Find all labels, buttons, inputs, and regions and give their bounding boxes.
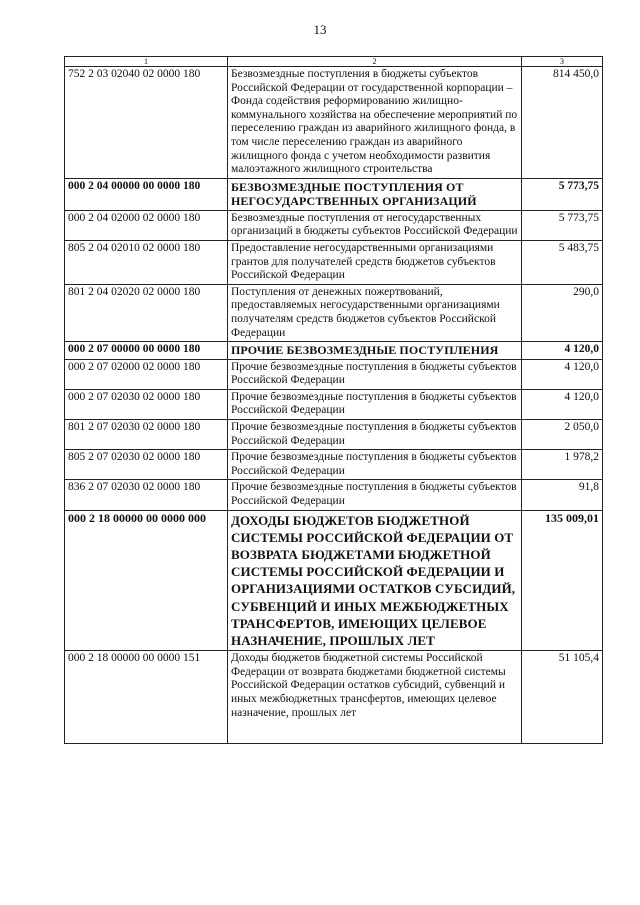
budget-code: 000 2 07 02030 02 0000 180	[65, 389, 228, 419]
budget-code: 000 2 07 00000 00 0000 180	[65, 342, 228, 360]
row-amount: 5 483,75	[522, 240, 603, 284]
budget-code: 805 2 04 02010 02 0000 180	[65, 240, 228, 284]
row-description: ПРОЧИЕ БЕЗВОЗМЕЗДНЫЕ ПОСТУПЛЕНИЯ	[228, 342, 522, 360]
table-row	[65, 419, 603, 449]
budget-code: 752 2 03 02040 02 0000 180	[65, 67, 228, 179]
table-row	[65, 67, 603, 179]
row-description: Безвозмездные поступления от негосударственных организаций в бюджеты субъектов Российской Федерации	[228, 210, 522, 240]
table-row	[65, 210, 603, 240]
row-description: Прочие безвозмездные поступления в бюджеты субъектов Российской Федерации	[228, 450, 522, 480]
header-col-1: 1	[65, 57, 228, 67]
row-amount: 4 120,0	[522, 389, 603, 419]
row-description: Прочие безвозмездные поступления в бюджеты субъектов Российской Федерации	[228, 359, 522, 389]
budget-code: 000 2 04 00000 00 0000 180	[65, 178, 228, 210]
row-amount: 135 009,01	[522, 510, 603, 651]
row-description: Прочие безвозмездные поступления в бюджеты субъектов Российской Федерации	[228, 389, 522, 419]
row-amount: 2 050,0	[522, 419, 603, 449]
row-amount: 290,0	[522, 284, 603, 341]
page-number: 13	[313, 22, 327, 37]
budget-code: 000 2 18 00000 00 0000 151	[65, 651, 228, 744]
row-amount: 4 120,0	[522, 359, 603, 389]
table-row	[65, 450, 603, 480]
row-description: Доходы бюджетов бюджетной системы Российской Федерации от возврата бюджетами бюджетной системы Российской Федерации остатков субсидий, субвенций и иных межбюджетных трансфертов, имеющих целевое назначение, прошлых лет	[228, 651, 522, 744]
budget-code: 836 2 07 02030 02 0000 180	[65, 480, 228, 510]
row-amount: 91,8	[522, 480, 603, 510]
table-row-section	[65, 342, 603, 360]
header-col-2: 2	[228, 57, 522, 67]
row-description: Безвозмездные поступления в бюджеты субъектов Российской Федерации от государственной корпорации – Фонда содействия реформированию жилищно-коммунального хозяйства на обеспечение мероприятий по переселению граждан из аварийного жилищного фонда, в том числе переселению граждан из аварийного жилищного фонда с учетом необходимости развития малоэтажного жилищного строительства	[228, 67, 522, 179]
row-amount: 5 773,75	[522, 178, 603, 210]
budget-code: 000 2 18 00000 00 0000 000	[65, 510, 228, 651]
header-col-3: 3	[522, 57, 603, 67]
row-amount: 1 978,2	[522, 450, 603, 480]
row-description: БЕЗВОЗМЕЗДНЫЕ ПОСТУПЛЕНИЯ ОТ НЕГОСУДАРСТВЕННЫХ ОРГАНИЗАЦИЙ	[228, 178, 522, 210]
row-description: Прочие безвозмездные поступления в бюджеты субъектов Российской Федерации	[228, 419, 522, 449]
row-description: Поступления от денежных пожертвований, предоставляемых негосударственными организациями получателям средств бюджетов субъектов Российской Федерации	[228, 284, 522, 341]
row-amount: 51 105,4	[522, 651, 603, 744]
budget-code: 000 2 07 02000 02 0000 180	[65, 359, 228, 389]
budget-code: 801 2 07 02030 02 0000 180	[65, 419, 228, 449]
budget-code: 805 2 07 02030 02 0000 180	[65, 450, 228, 480]
table-row	[65, 389, 603, 419]
row-amount: 814 450,0	[522, 67, 603, 179]
row-amount: 5 773,75	[522, 210, 603, 240]
table-header-row	[65, 57, 603, 67]
budget-code: 000 2 04 02000 02 0000 180	[65, 210, 228, 240]
revenue-table	[64, 56, 603, 744]
table-row	[65, 240, 603, 284]
row-description: Прочие безвозмездные поступления в бюджеты субъектов Российской Федерации	[228, 480, 522, 510]
table-row	[65, 359, 603, 389]
budget-code: 801 2 04 02020 02 0000 180	[65, 284, 228, 341]
row-description: ДОХОДЫ БЮДЖЕТОВ БЮДЖЕТНОЙ СИСТЕМЫ РОССИЙСКОЙ ФЕДЕРАЦИИ ОТ ВОЗВРАТА БЮДЖЕТАМИ БЮДЖЕТНОЙ СИСТЕМЫ РОССИЙСКОЙ ФЕДЕРАЦИИ И ОРГАНИЗАЦИЯМИ ОСТАТКОВ СУБСИДИЙ, СУБВЕНЦИЙ И ИНЫХ МЕЖБЮДЖЕТНЫХ ТРАНСФЕРТОВ, ИМЕЮЩИХ ЦЕЛЕВОЕ НАЗНАЧЕНИЕ, ПРОШЛЫХ ЛЕТ	[228, 510, 522, 651]
table-row-section	[65, 178, 603, 210]
table-row	[65, 480, 603, 510]
table-row-section	[65, 510, 603, 651]
row-amount: 4 120,0	[522, 342, 603, 360]
row-description: Предоставление негосударственными организациями грантов для получателей средств бюджетов субъектов Российской Федерации	[228, 240, 522, 284]
table-row	[65, 651, 603, 744]
table-row	[65, 284, 603, 341]
